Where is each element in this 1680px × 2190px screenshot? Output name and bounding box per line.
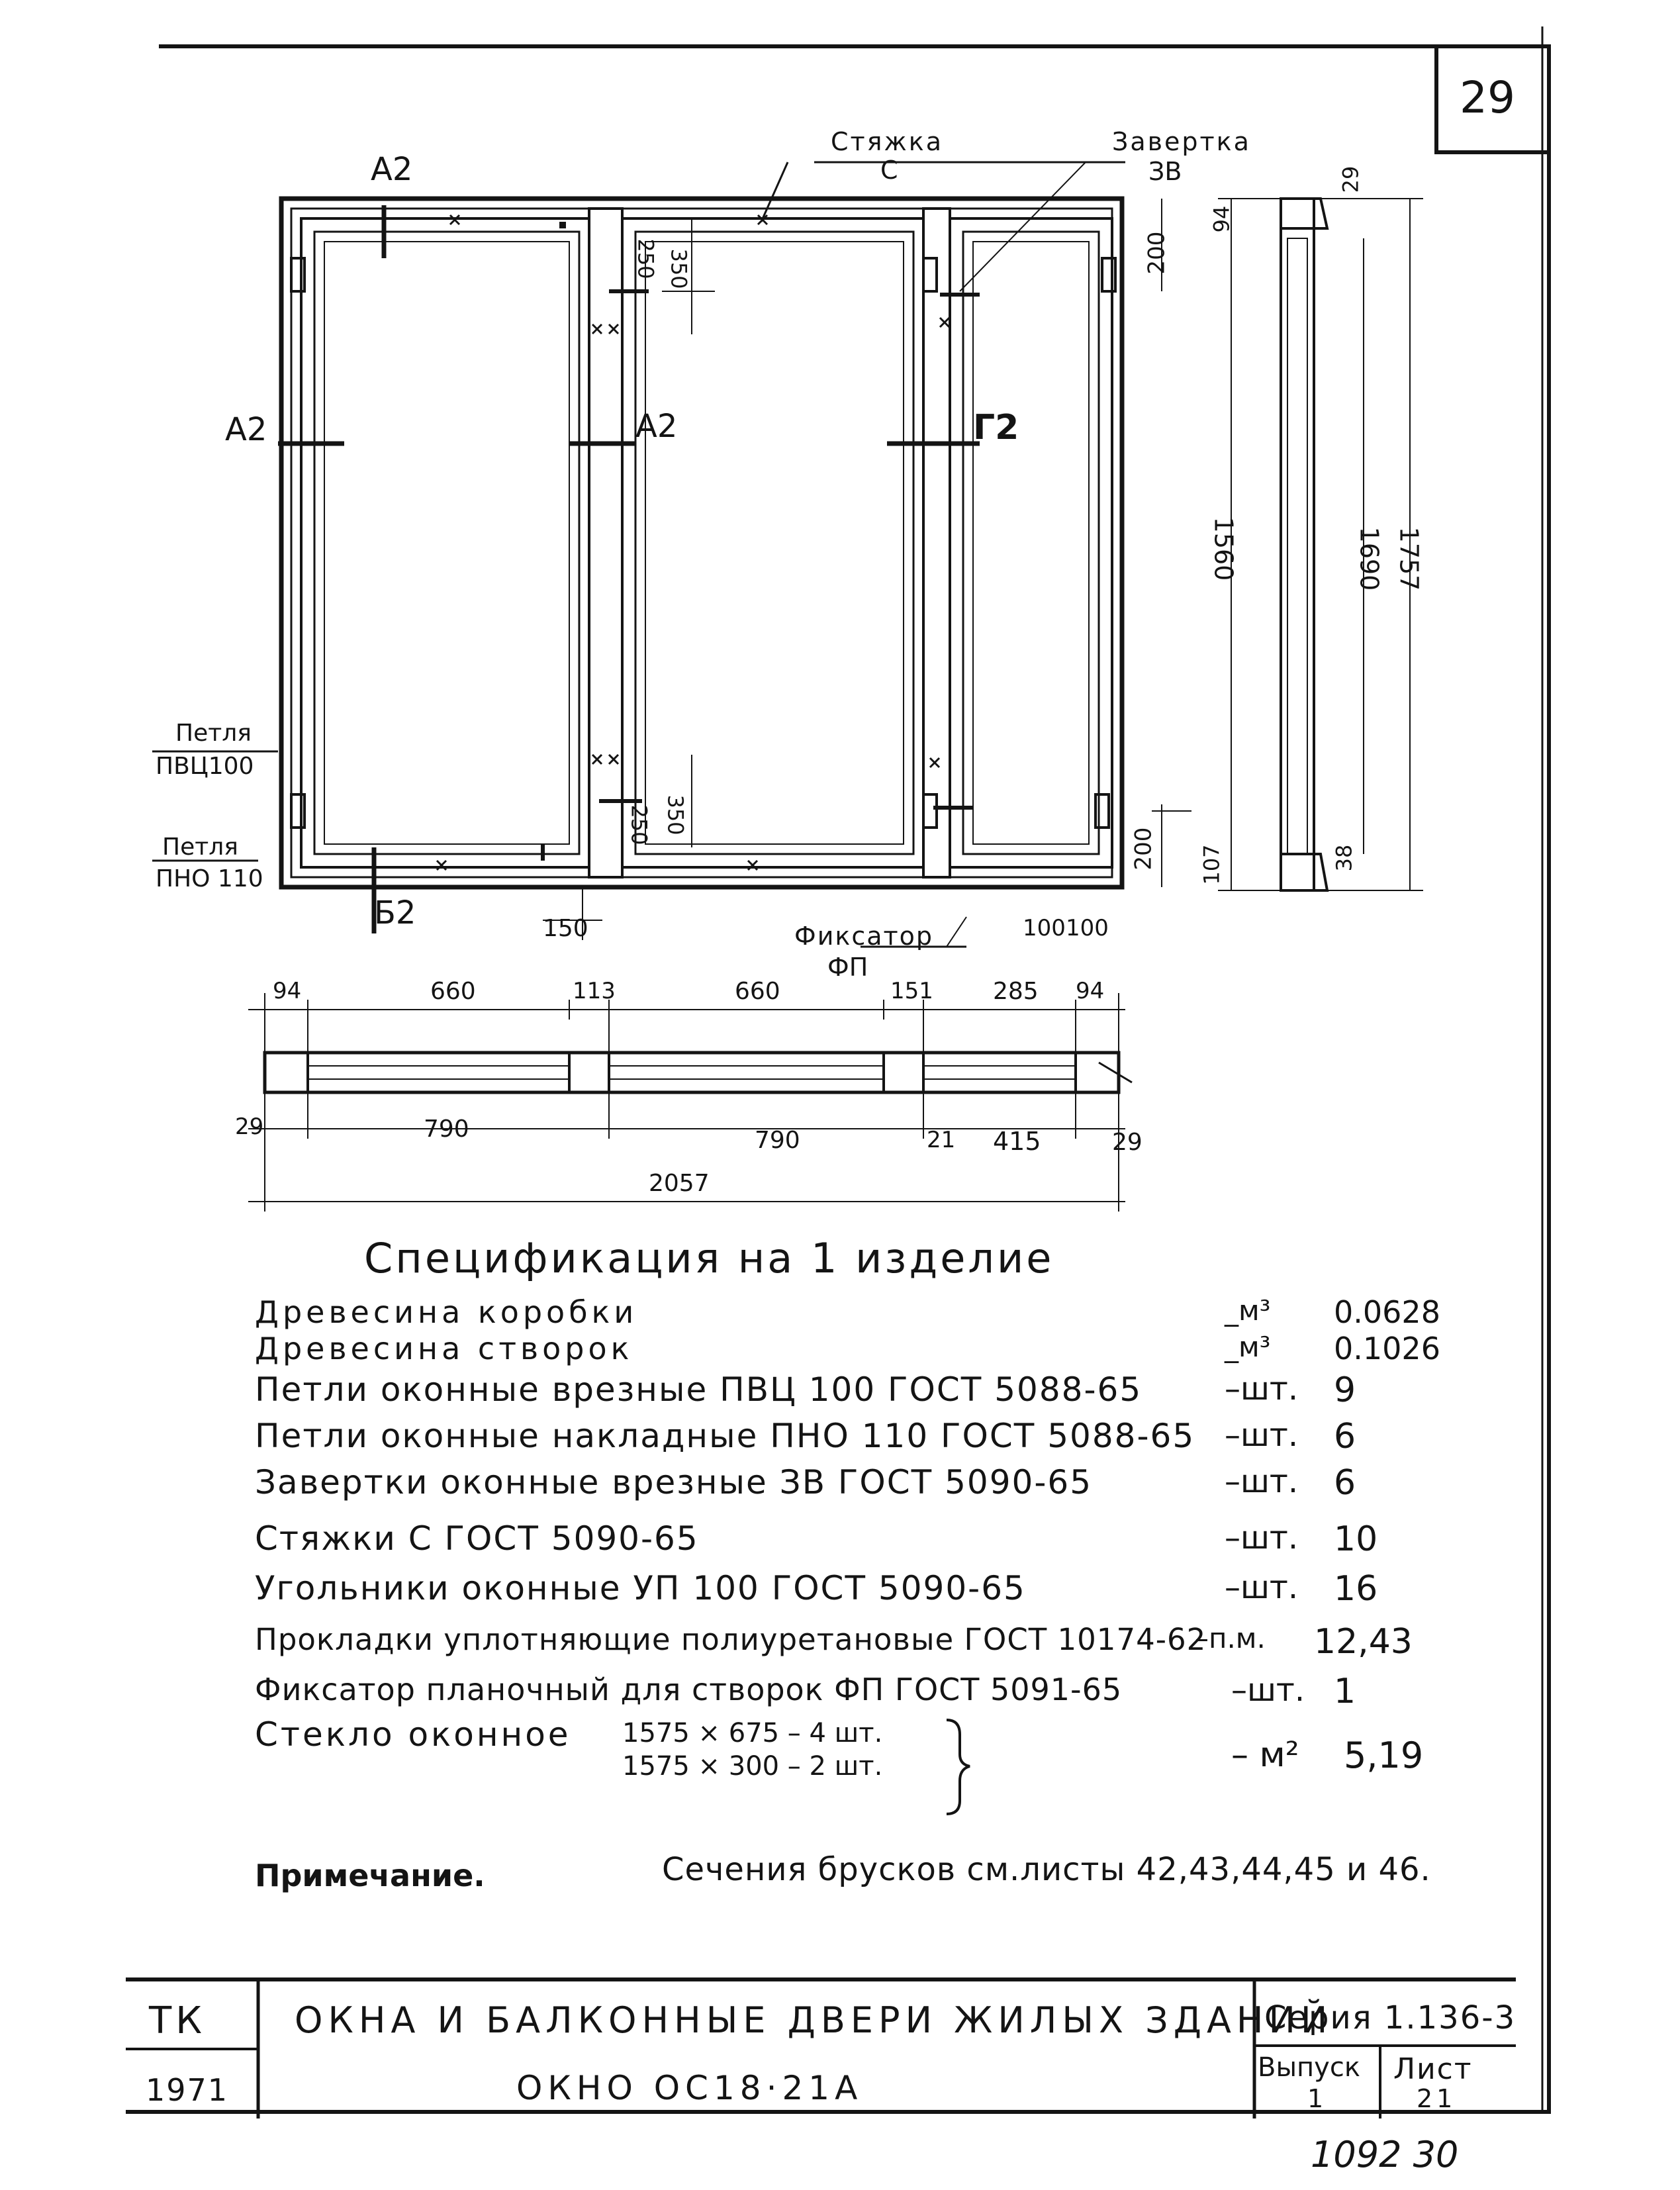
tb-title: ОКНА И БАЛКОННЫЕ ДВЕРИ ЖИЛЫХ ЗДАНИЙ	[295, 1999, 1333, 2041]
spec-row-unit: –шт.	[1225, 1417, 1299, 1454]
plan-dim-790-right: 790	[755, 1127, 800, 1154]
dim-1757: 1757	[1394, 526, 1424, 591]
plan-dim-94-left: 94	[273, 978, 302, 1004]
plan-dim-415: 415	[993, 1127, 1041, 1156]
plan-dim-151: 151	[890, 978, 933, 1004]
callout-petlya-pvc-code: ПВЦ100	[156, 753, 254, 780]
dim-100-b: 100	[1066, 915, 1109, 941]
dim-250-bottom: 250	[626, 804, 652, 845]
spec-row-qty: 9	[1334, 1370, 1356, 1410]
side-section	[1281, 199, 1314, 890]
sash-left	[301, 218, 589, 867]
spec-row	[255, 1463, 1499, 1503]
tb-product: ОКНО ОС18·21А	[516, 2069, 863, 2107]
spec-row-name: Древесина створок	[255, 1331, 633, 1366]
callout-fiksator: Фиксатор	[794, 922, 934, 951]
spec-row-unit: –шт.	[1225, 1519, 1299, 1556]
callout-fiksator-code: ФП	[827, 953, 868, 982]
plan-dim-29-right: 29	[1112, 1129, 1143, 1156]
tb-issue-label: Выпуск	[1258, 2052, 1360, 2083]
spec-row	[255, 1294, 1499, 1334]
tb-year: 1971	[146, 2072, 229, 2108]
callout-styazhka-code: С	[880, 156, 898, 185]
callout-styazhka: Стяжка	[831, 127, 943, 156]
spec-row-name: Угольники оконные УП 100 ГОСТ 5090-65	[255, 1569, 1026, 1607]
spec-row	[255, 1569, 1499, 1609]
note-text: Сечения брусков см.листы 42,43,44,45 и 46.	[662, 1851, 1431, 1888]
spec-row-unit: _м³	[1225, 1294, 1271, 1327]
tb-sheet-value: 21	[1417, 2084, 1457, 2113]
callout-zavertka-code: ЗВ	[1148, 157, 1182, 186]
mullion-right	[923, 209, 950, 877]
spec-row-name: Стяжки С ГОСТ 5090-65	[255, 1519, 699, 1558]
spec-row	[255, 1417, 1499, 1456]
spec-row	[255, 1331, 1499, 1370]
spec-row	[255, 1370, 1499, 1410]
spec-row-name: Завертки оконные врезные ЗВ ГОСТ 5090-65	[255, 1463, 1093, 1501]
plan-dim-660-right: 660	[735, 978, 780, 1005]
callout-petlya-pvc: Петля	[175, 720, 252, 747]
dim-150: 150	[543, 915, 588, 942]
dim-1560: 1560	[1209, 516, 1238, 581]
dim-38: 38	[1331, 844, 1357, 872]
spec-glass-line2: 1575 × 300 – 2 шт.	[622, 1751, 883, 1782]
tb-sheet-label: Лист	[1393, 2052, 1473, 2086]
spec-row-name: Петли оконные накладные ПНО 110 ГОСТ 5088-65	[255, 1417, 1195, 1455]
spec-row-unit: _м³	[1225, 1331, 1271, 1363]
callout-petlya-pno-code: ПНО 110	[156, 865, 263, 892]
spec-row-unit: –шт.	[1225, 1463, 1299, 1500]
glass-middle	[645, 242, 904, 844]
spec-row-name: Древесина коробки	[255, 1294, 638, 1330]
plan-dim-660-left: 660	[430, 978, 476, 1005]
section-a2-left: А2	[225, 411, 267, 448]
tb-tk: ТК	[149, 1999, 206, 2042]
dim-200-bottom: 200	[1130, 827, 1157, 871]
outer-frame	[281, 199, 1122, 887]
spec-row-qty: 6	[1334, 1463, 1356, 1503]
spec-row-unit: –п.м.	[1195, 1622, 1266, 1654]
dim-29-side: 29	[1338, 166, 1364, 193]
spec-row-qty: 6	[1334, 1417, 1356, 1456]
plan-section	[265, 1053, 1119, 1092]
spec-row-qty: 10	[1334, 1519, 1378, 1559]
tb-issue-value: 1	[1307, 2084, 1328, 2113]
dim-100-a: 100	[1023, 915, 1066, 941]
section-a2-top: А2	[371, 151, 413, 188]
dim-350-bottom: 350	[663, 794, 688, 835]
plan-dim-2057: 2057	[649, 1170, 710, 1197]
glass-left	[324, 242, 569, 844]
spec-row-qty: 0.1026	[1334, 1331, 1440, 1366]
plan-dim-94-right: 94	[1076, 978, 1105, 1004]
spec-row-qty: 0.0628	[1334, 1294, 1440, 1330]
dim-350-top: 350	[666, 248, 692, 289]
spec-row-qty: 16	[1334, 1569, 1378, 1609]
plan-dim-21: 21	[927, 1127, 956, 1153]
spec-row-name: Прокладки уплотняющие полиуретановые ГОСТ 10174-62	[255, 1622, 1207, 1657]
dim-200-top: 200	[1143, 231, 1170, 275]
plan-dim-285: 285	[993, 978, 1039, 1005]
spec-title: Спецификация на 1 изделие	[364, 1234, 1054, 1282]
note-label: Примечание.	[255, 1858, 485, 1893]
dim-250-top: 250	[633, 238, 659, 279]
spec-row-unit: –шт.	[1225, 1569, 1299, 1606]
spec-row	[255, 1622, 1499, 1662]
spec-row-unit: –шт.	[1231, 1672, 1305, 1709]
dim-1690: 1690	[1354, 526, 1384, 591]
spec-glass-line1: 1575 × 675 – 4 шт.	[622, 1718, 883, 1748]
dim-94-side: 94	[1209, 205, 1235, 233]
section-g2: Г2	[973, 408, 1019, 448]
dim-107: 107	[1199, 844, 1225, 885]
sash-right	[950, 218, 1112, 867]
spec-row	[255, 1519, 1499, 1559]
plan-dim-790-left: 790	[424, 1116, 469, 1143]
spec-row-name: Петли оконные врезные ПВЦ 100 ГОСТ 5088-65	[255, 1370, 1143, 1409]
spec-glass-unit: – м²	[1231, 1735, 1299, 1775]
callout-petlya-pno: Петля	[162, 833, 238, 861]
mullion-left	[589, 209, 622, 877]
spec-glass-name: Стекло оконное	[255, 1715, 571, 1754]
section-a2-mid: А2	[635, 408, 678, 445]
spec-glass-qty: 5,19	[1344, 1735, 1424, 1776]
plan-dim-29-left: 29	[235, 1114, 264, 1140]
plan-dim-113: 113	[573, 978, 616, 1004]
section-b2: Б2	[374, 894, 416, 931]
spec-row	[255, 1672, 1499, 1711]
callout-zavertka: Завертка	[1112, 127, 1251, 156]
glass-right	[973, 242, 1089, 844]
spec-row-name: Фиксатор планочный для створок ФП ГОСТ 5091-65	[255, 1672, 1123, 1707]
spec-row-qty: 12,43	[1314, 1622, 1413, 1662]
page-number: 29	[1460, 72, 1515, 123]
spec-row-unit: –шт.	[1225, 1370, 1299, 1407]
tb-series: Серия 1.136-3	[1264, 1999, 1517, 2036]
spec-row-qty: 1	[1334, 1672, 1356, 1711]
handwritten-number: 1092 30	[1311, 2134, 1459, 2175]
sash-middle	[622, 218, 923, 867]
